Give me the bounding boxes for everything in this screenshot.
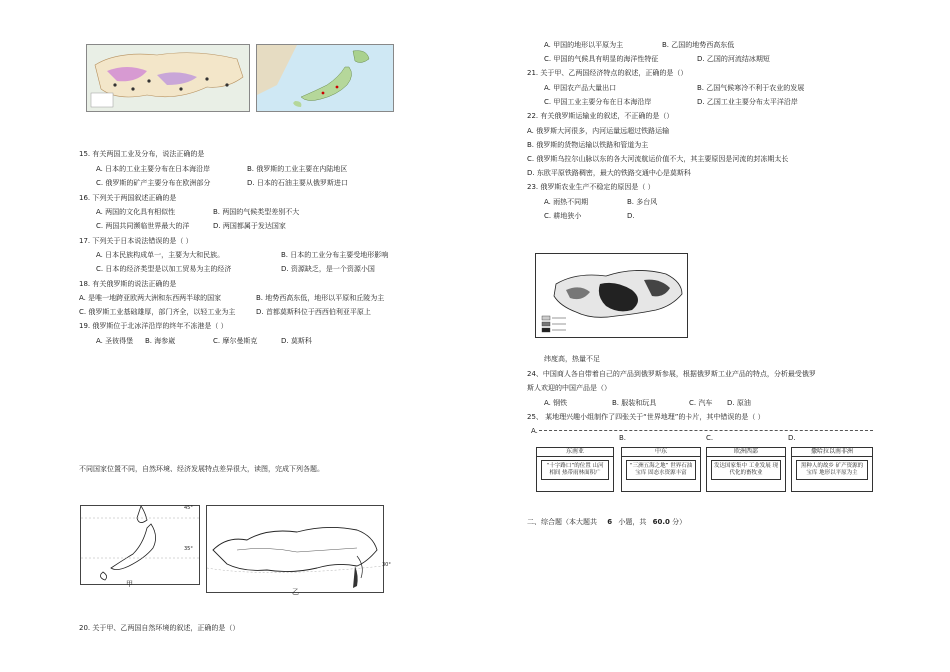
map-lat-45-label: 45° <box>184 505 193 511</box>
q24-option-c[interactable]: C. 汽车 <box>689 399 713 407</box>
q17-stem: 17. 下列关于日本说法错误的是（ ） <box>79 237 193 245</box>
q24-option-d[interactable]: D. 原油 <box>727 399 751 407</box>
card-sub-saharan-africa <box>791 447 873 492</box>
map-section-intro: 不同国家位置不同，自然环境、经济发展特点差异很大，读图，完成下列各题。 <box>79 465 324 473</box>
card-body: 黑种人的故乡 矿产资源的宝库 地形以平原为主 <box>796 460 868 480</box>
card-southeast-asia <box>536 447 614 492</box>
q16-option-a[interactable]: A. 两国的文化具有相似性 <box>96 208 176 216</box>
q25-option-c[interactable]: C. <box>706 434 714 442</box>
q20-option-c[interactable]: C. 甲国的气候具有明显的海洋性特征 <box>544 55 659 63</box>
russia-map-image <box>86 44 250 112</box>
q23-stem: 23. 俄罗斯农业生产不稳定的原因是（ ） <box>527 183 655 191</box>
q22-option-a[interactable]: A. 俄罗斯大河很多，内河运量远超过铁路运输 <box>527 127 670 135</box>
section-2-prefix: 二、综合题（本大题共 <box>527 518 597 526</box>
q19-option-d[interactable]: D. 莫斯科 <box>281 337 312 345</box>
section-2-heading <box>527 518 686 527</box>
q25-option-b[interactable]: B. <box>619 434 627 442</box>
russia-agriculture-map <box>535 253 688 338</box>
q18-option-c[interactable]: C. 俄罗斯工业基础雄厚，部门齐全，以轻工业为主 <box>79 308 236 316</box>
q16-stem: 16. 下列关于两国叙述正确的是 <box>79 194 177 202</box>
q18-stem: 18. 有关俄罗斯的说法正确的是 <box>79 280 177 288</box>
q25-option-a[interactable]: A. <box>531 427 538 435</box>
card-head: 中东 <box>622 448 700 457</box>
q22-option-c[interactable]: C. 俄罗斯乌拉尔山脉以东的各大河流航运价值不大，其主要原因是河流的封冻期太长 <box>527 155 789 163</box>
russia-outline-map <box>206 505 384 593</box>
japan-map-drawing <box>257 45 393 111</box>
q19-stem: 19. 俄罗斯位于北冰洋沿岸的终年不冻港是（ ） <box>79 322 228 330</box>
card-head: 欧洲西部 <box>707 448 785 457</box>
q15-stem: 15. 有关两国工业及分布，说法正确的是 <box>79 150 205 158</box>
q24-stem-line1: 24、中国商人各自带着自己的产品到俄罗斯参展，根据俄罗斯工业产品的特点，分析最受俄罗 <box>527 370 816 378</box>
card-body: “三洲五海之地” 世界石油宝库 固态水资源丰富 <box>626 460 696 480</box>
section-2-suffix: 分） <box>672 518 687 526</box>
q25-option-d[interactable]: D. <box>788 434 796 442</box>
q25-stem: 25、 某地理兴趣小组制作了四张关于“世界地理”的卡片，其中错误的是（ ） <box>527 413 765 421</box>
q15-option-b[interactable]: B. 俄罗斯的工业主要在内陆地区 <box>247 165 348 173</box>
q20-stem: 20. 关于甲、乙两国自然环境的叙述，正确的是（） <box>79 624 240 632</box>
card-head: 撒哈拉以南非洲 <box>792 448 872 457</box>
q24-stem-line2: 斯人欢迎的中国产品是（） <box>527 384 611 392</box>
q22-option-b[interactable]: B. 俄罗斯的货物运输以铁路和管道为主 <box>527 141 649 149</box>
card-head: 东南亚 <box>537 448 613 457</box>
map-lat-30-label: 30° <box>382 562 391 568</box>
section-2-score: 60.0 <box>652 518 670 526</box>
q16-option-c[interactable]: C. 两国共同濒临世界最大的洋 <box>96 222 190 230</box>
japan-outline-map <box>80 505 200 585</box>
russia-map-drawing <box>87 45 249 111</box>
q19-option-a[interactable]: A. 圣彼得堡 <box>96 337 134 345</box>
card-western-europe <box>706 447 786 492</box>
q20-option-a[interactable]: A. 甲国的地形以平原为主 <box>544 41 624 49</box>
q21-option-d[interactable]: D. 乙国工业主要分布太平洋沿岸 <box>697 98 798 106</box>
q18-option-b[interactable]: B. 地势西高东低，地形以平原和丘陵为主 <box>256 294 385 302</box>
q17-option-c[interactable]: C. 日本的经济类型是以加工贸易为主的经济 <box>96 265 232 273</box>
q17-option-d[interactable]: D. 资源缺乏，是一个资源小国 <box>281 265 375 273</box>
q15-option-c[interactable]: C. 俄罗斯的矿产主要分布在欧洲部分 <box>96 179 211 187</box>
q19-option-b[interactable]: B. 海参崴 <box>145 337 176 345</box>
q16-option-d[interactable]: D. 两国都属于发达国家 <box>213 222 286 230</box>
q21-option-b[interactable]: B. 乙国气候寒冷不利于农业的发展 <box>697 84 805 92</box>
card-body: “十字路口”的位置 山河相间 热带雨林面积广 <box>541 460 609 480</box>
card-body: 发达国家集中 工业发展 现代化的畜牧业 <box>711 460 781 480</box>
q23-option-a[interactable]: A. 雨热不同期 <box>544 198 589 206</box>
q20-option-b[interactable]: B. 乙国的地势西高东低 <box>662 41 735 49</box>
q25-answer-underline <box>539 430 873 431</box>
card-middle-east <box>621 447 701 492</box>
q21-option-a[interactable]: A. 甲国农产品大量出口 <box>544 84 617 92</box>
q24-option-b[interactable]: B. 服装和玩具 <box>612 399 657 407</box>
section-2-mid: 小题，共 <box>618 518 647 526</box>
map-label-yi: 乙 <box>292 588 299 596</box>
q19-option-c[interactable]: C. 摩尔曼斯克 <box>213 337 258 345</box>
q18-option-d[interactable]: D. 首都莫斯科位于西西伯利亚平原上 <box>256 308 371 316</box>
q23-option-b[interactable]: B. 多台风 <box>627 198 658 206</box>
q22-option-d[interactable]: D. 东欧平原铁路稠密，最大的铁路交通中心是莫斯科 <box>527 169 691 177</box>
japan-map-image <box>256 44 394 112</box>
section-2-count: 6 <box>607 518 613 526</box>
q21-stem: 21. 关于甲、乙两国经济特点的叙述，正确的是（） <box>527 69 688 77</box>
russia-agriculture-drawing <box>536 254 687 337</box>
q23-option-d[interactable]: D. <box>627 212 635 220</box>
q18-option-a[interactable]: A. 是唯一地跨亚欧两大洲和东西两半球的国家 <box>79 294 222 302</box>
q22-stem: 22. 有关俄罗斯运输业的叙述，不正确的是（） <box>527 112 674 120</box>
japan-outline-drawing <box>81 506 199 584</box>
q17-option-b[interactable]: B. 日本的工业分布主要受地形影响 <box>281 251 389 259</box>
q15-option-a[interactable]: A. 日本的工业主要分布在日本海沿岸 <box>96 165 211 173</box>
q23-option-c[interactable]: C. 耕地狭小 <box>544 212 582 220</box>
q21-option-c[interactable]: C. 甲国工业主要分布在日本海沿岸 <box>544 98 652 106</box>
q24-option-a[interactable]: A. 钢铁 <box>544 399 568 407</box>
q20-option-d[interactable]: D. 乙国的河流结冰期短 <box>697 55 770 63</box>
map-label-jia: 甲 <box>126 580 133 588</box>
map-lat-35-label: 35° <box>184 546 193 552</box>
russia-outline-drawing <box>207 506 383 592</box>
q16-option-b[interactable]: B. 两国的气候类型差别不大 <box>213 208 300 216</box>
q23-option-d-text: 纬度高，热量不足 <box>544 355 600 363</box>
q17-option-a[interactable]: A. 日本民族构成单一，主要为大和民族。 <box>96 251 225 259</box>
q15-option-d[interactable]: D. 日本的石油主要从俄罗斯进口 <box>247 179 348 187</box>
